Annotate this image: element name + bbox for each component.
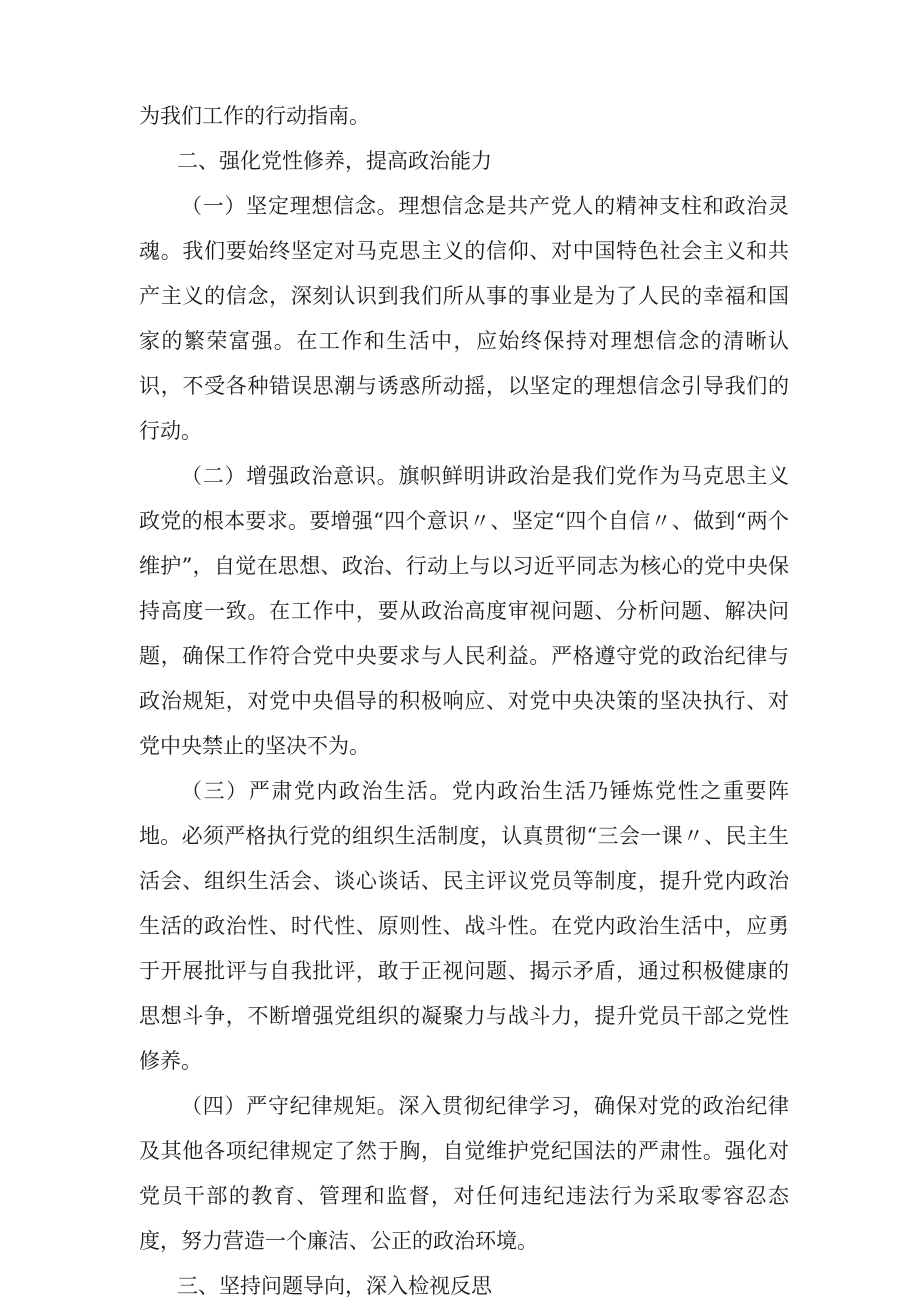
paragraph-party-life: （三）严肃党内政治生活。党内政治生活乃锤炼党性之重要阵地。必须严格执行党的组织生活制度，认真贯彻“三会一课〃、民主生活会、组织生活会、谈心谈话、民主评议党员等制度，提升党内政治生活的政治性、时代性、原则性、战斗性。在党内政治生活中，应勇于开展批评与自我批评，敢于正视问题、揭示矛盾，通过积极健康的思想斗争，不断增强党组织的凝聚力与战斗力，提升党员干部之党性修养。 — [139, 779, 789, 1073]
document-body — [139, 94, 789, 1309]
paragraph-discipline: （四）严守纪律规矩。深入贯彻纪律学习，确保对党的政治纪律及其他各项纪律规定了然于胸，自觉维护党纪国法的严肃性。强化对党员干部的教育、管理和监督，对任何违纪违法行为采取零容忍态度，努力营造一个廉洁、公正的政治环境。 — [139, 1094, 789, 1253]
paragraph-political-awareness: （二）增强政治意识。旗帜鲜明讲政治是我们党作为马克思主义政党的根本要求。要增强“四个意识〃、坚定“四个自信〃、做到“两个维护”，自觉在思想、政治、行动上与以习近平同志为核心的党中央保持高度一致。在工作中，要从政治高度审视问题、分析问题、解决问题，确保工作符合党中央要求与人民利益。严格遵守党的政治纪律与政治规矩，对党中央倡导的积极响应、对党中央决策的坚决执行、对党中央禁止的坚决不为。 — [139, 464, 789, 758]
section-heading-2: 二、强化党性修养，提高政治能力 — [177, 149, 492, 173]
section-heading-3: 三、坚持问题导向，深入检视反思 — [177, 1274, 492, 1298]
paragraph-ideals: （一）坚定理想信念。理想信念是共产党人的精神支柱和政治灵魂。我们要始终坚定对马克思主义的信仰、对中国特色社会主义和共产主义的信念，深刻认识到我们所从事的事业是为了人民的幸福和国家的繁荣富强。在工作和生活中，应始终保持对理想信念的清晰认识，不受各种错误思潮与诱惑所动摇，以坚定的理想信念引导我们的行动。 — [139, 194, 789, 443]
paragraph-continuation: 为我们工作的行动指南。 — [139, 104, 370, 128]
